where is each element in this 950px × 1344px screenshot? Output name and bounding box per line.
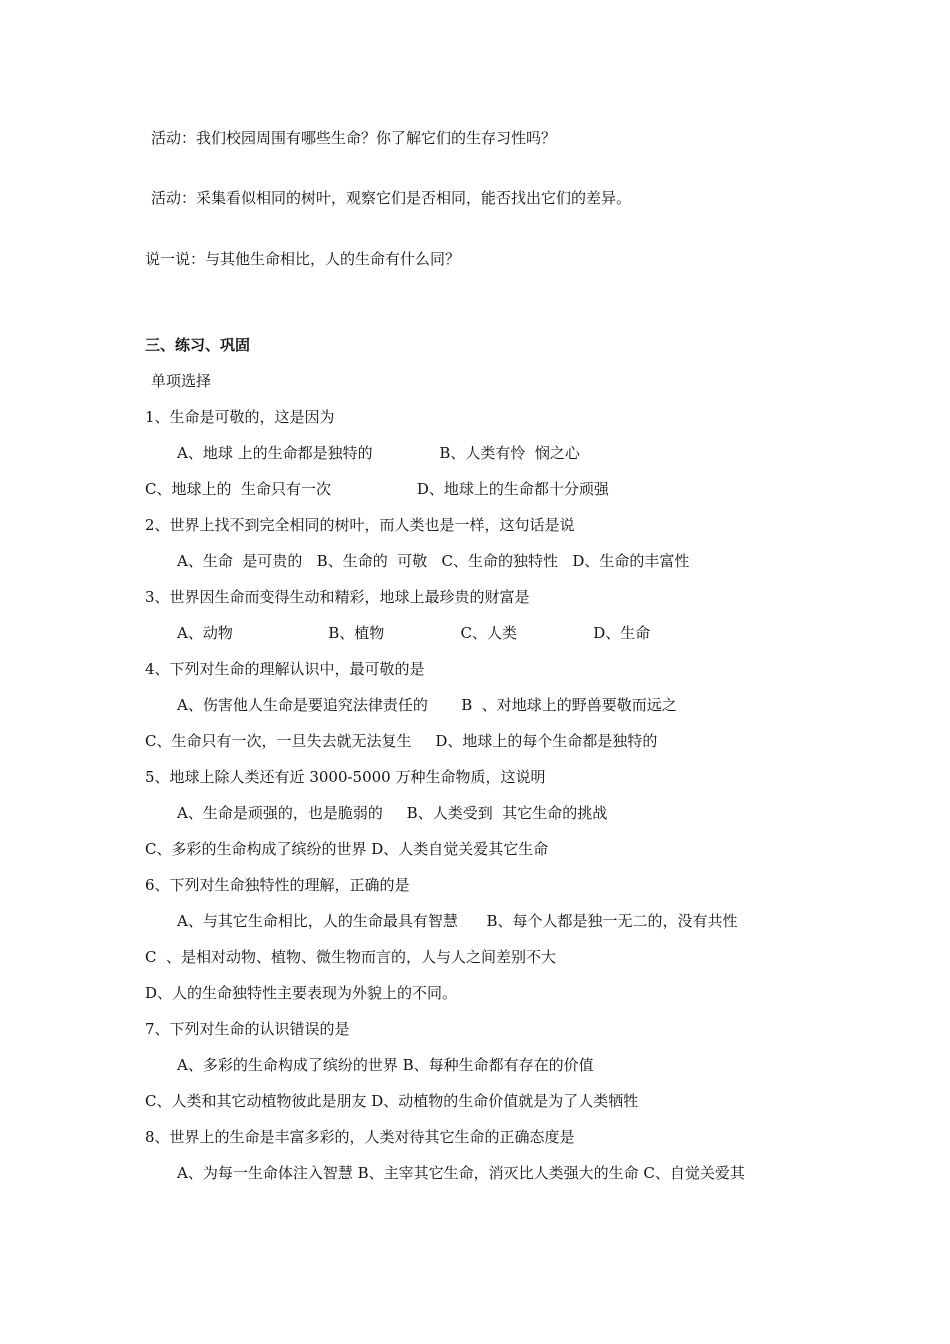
subsection-title: 单项选择: [151, 372, 212, 390]
question-6-option-c: C 、是相对动物、植物、微生物而言的，人与人之间差别不大: [145, 948, 557, 966]
discussion-line: 说一说：与其他生命相比，人的生命有什么同？: [145, 250, 461, 268]
question-1-stem: 1、生命是可敬的，这是因为: [145, 408, 335, 426]
question-8-stem: 8、世界上的生命是丰富多彩的，人类对待其它生命的正确态度是: [145, 1128, 575, 1146]
question-7-options-c-d: C、人类和其它动植物彼此是朋友 D、动植物的生命价值就是为了人类牺牲: [145, 1092, 639, 1110]
section-title: 三、练习、巩固: [145, 336, 251, 354]
question-2-stem: 2、世界上找不到完全相同的树叶，而人类也是一样，这句话是说: [145, 516, 575, 534]
question-6-stem: 6、下列对生命独特性的理解，正确的是: [145, 876, 410, 894]
question-4-stem: 4、下列对生命的理解认识中，最可敬的是: [145, 660, 425, 678]
question-7-options-a-b: A、多彩的生命构成了缤纷的世界 B、每种生命都有存在的价值: [177, 1056, 594, 1074]
question-6-option-d: D、人的生命独特性主要表现为外貌上的不同。: [145, 984, 458, 1002]
question-7-stem: 7、下列对生命的认识错误的是: [145, 1020, 350, 1038]
question-5-options-a-b: A、生命是顽强的，也是脆弱的 B、人类受到 其它生命的挑战: [177, 804, 608, 822]
question-1-options-a-b: A、地球 上的生命都是独特的 B、人类有怜 悯之心: [177, 444, 580, 462]
question-1-options-c-d: C、地球上的 生命只有一次 D、地球上的生命都十分顽强: [145, 480, 609, 498]
question-4-options-a-b: A、伤害他人生命是要追究法律责任的 B 、对地球上的野兽要敬而远之: [177, 696, 677, 714]
activity-line-2: 活动：采集看似相同的树叶，观察它们是否相同，能否找出它们的差异。: [151, 189, 632, 207]
question-3-options: A、动物 B、植物 C、人类 D、生命: [177, 624, 651, 642]
question-2-options: A、生命 是可贵的 B、生命的 可敬 C、生命的独特性 D、生命的丰富性: [177, 552, 690, 570]
question-5-options-c-d: C、多彩的生命构成了缤纷的世界 D、人类自觉关爱其它生命: [145, 840, 549, 858]
activity-line-1: 活动：我们校园周围有哪些生命？你了解它们的生存习性吗？: [151, 129, 557, 147]
question-5-stem: 5、地球上除人类还有近 3000-5000 万种生命物质，这说明: [145, 768, 546, 786]
question-3-stem: 3、世界因生命而变得生动和精彩，地球上最珍贵的财富是: [145, 588, 530, 606]
question-4-options-c-d: C、生命只有一次，一旦失去就无法复生 D、地球上的每个生命都是独特的: [145, 732, 658, 750]
question-6-options-a-b: A、与其它生命相比，人的生命最具有智慧 B、每个人都是独一无二的，没有共性: [177, 912, 738, 930]
question-8-options: A、为每一生命体注入智慧 B、主宰其它生命，消灭比人类强大的生命 C、自觉关爱其: [177, 1164, 745, 1182]
